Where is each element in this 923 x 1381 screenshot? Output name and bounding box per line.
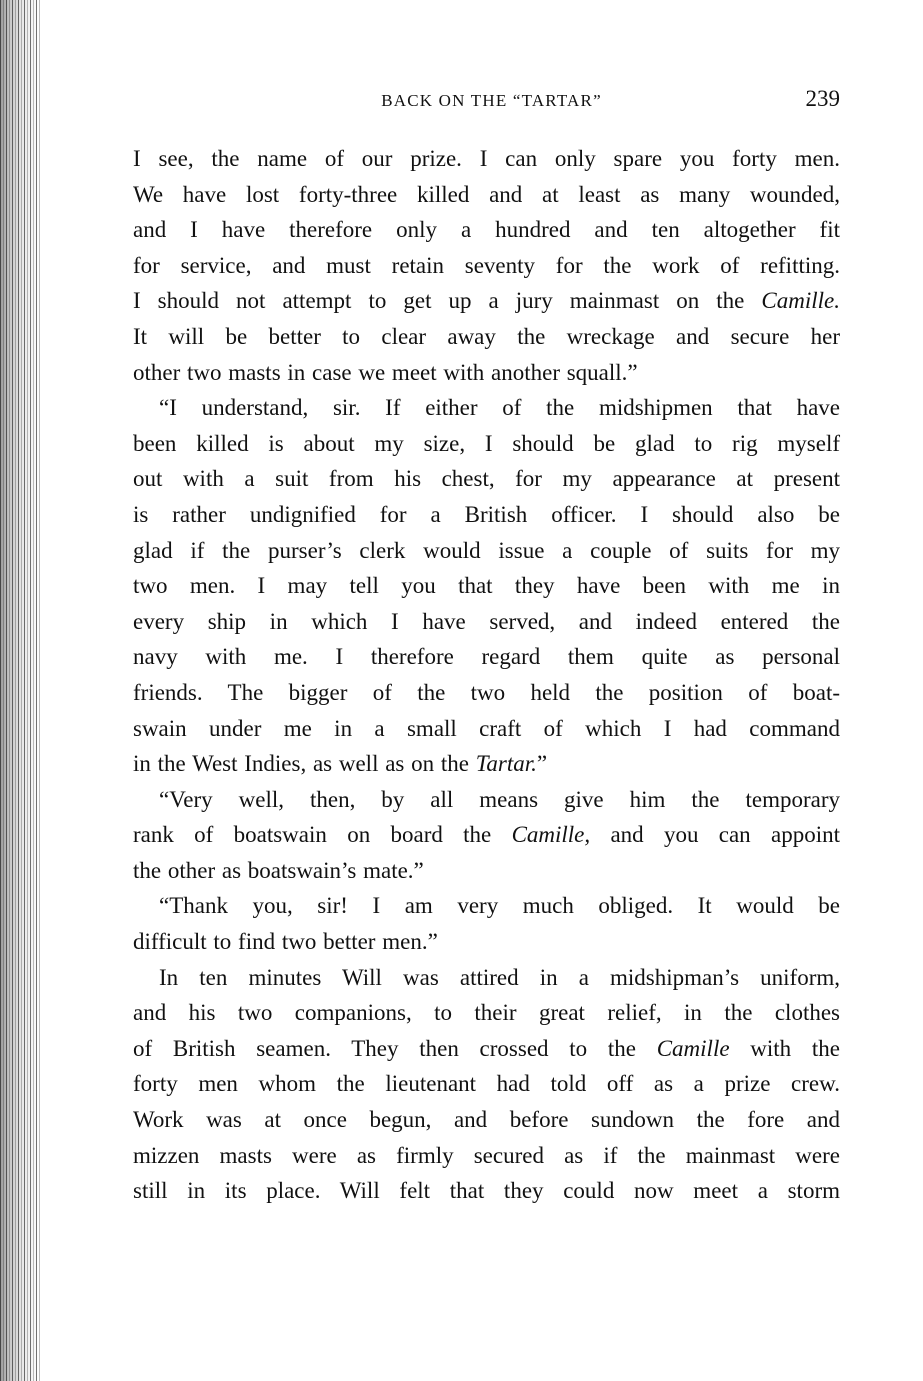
text-segment: We have lost forty-three killed and at least as many wounded, [133,181,840,207]
page-header [133,86,840,116]
text-segment: glad if the purser’s clerk would issue a couple of suits for my [133,537,840,563]
text-segment: of British seamen. They then crossed to the [133,1035,657,1061]
text-line [133,817,840,853]
text-line [133,497,840,533]
text-line [133,995,840,1031]
text-line [133,212,840,248]
text-line [133,675,840,711]
text-segment: difficult to find two better men.” [133,929,438,955]
text-segment: “Thank you, sir! I am very much obliged. It would be [159,893,840,919]
text-line [133,1066,840,1102]
text-segment: I see, the name of our prize. I can only spare you forty men. [133,146,840,171]
text-segment: In ten minutes Will was attired in a midshipman’s uniform, [159,964,840,990]
page-number: 239 [805,86,840,111]
text-segment: and his two companions, to their great relief, in the clothes [133,1000,840,1026]
text-line [133,283,840,319]
text-segment: navy with me. I therefore regard them quite as personal [133,644,840,670]
body-text [133,141,840,1209]
running-head: BACK ON THE “TARTAR” [381,91,602,110]
text-line [133,853,840,889]
text-segment: for service, and must retain seventy for the work of refitting. [133,252,840,278]
text-segment: and I have therefore only a hundred and ten altogether fit [133,217,840,243]
text-line [133,1173,840,1209]
text-line [133,711,840,747]
text-line [133,568,840,604]
text-line [133,888,840,924]
text-line [133,1031,840,1067]
text-segment: out with a suit from his chest, for my appearance at present [133,466,840,492]
italic-text: Camille, [511,822,591,848]
text-line [133,1138,840,1174]
text-line [133,639,840,675]
text-segment: every ship in which I have served, and indeed entered the [133,608,840,634]
text-segment: friends. The bigger of the two held the position of boat- [133,679,840,705]
text-segment: rank of boatswain on board the [133,822,512,848]
text-line [133,461,840,497]
text-segment: “Very well, then, by all means give him the temporary [159,786,840,812]
text-line [133,924,840,960]
text-segment: and you can appoint [590,822,840,848]
text-segment: I should not attempt to get up a jury mainmast on the [133,288,762,314]
text-segment: swain under me in a small craft of which I had command [133,715,840,741]
text-segment: with the [729,1035,841,1061]
text-segment: is rather undignified for a British officer. I should also be [133,501,840,527]
text-line [133,1102,840,1138]
text-line [133,248,840,284]
text-segment: Work was at once begun, and before sundown the fore and [133,1107,840,1133]
page-binding-edge [0,0,40,1381]
text-segment: “I understand, sir. If either of the midshipmen that have [159,395,840,421]
text-segment: two men. I may tell you that they have been with me in [133,573,840,599]
text-segment: still in its place. Will felt that they could now meet a storm [133,1178,840,1204]
text-segment: in the West Indies, as well as on the [133,751,476,777]
text-line [133,319,840,355]
text-segment: other two masts in case we meet with another squall.” [133,359,638,385]
italic-text: Tartar. [475,751,537,777]
text-segment: It will be better to clear away the wreckage and secure her [133,323,840,349]
text-line [133,141,840,177]
text-segment: forty men whom the lieutenant had told off as a prize crew. [133,1071,840,1097]
text-segment: been killed is about my size, I should be glad to rig myself [133,430,840,456]
text-line [133,604,840,640]
text-line [133,355,840,391]
text-segment: ” [536,751,548,777]
text-segment: the other as boatswain’s mate.” [133,857,424,883]
text-line [133,746,840,782]
text-line [133,177,840,213]
italic-text: Camille [656,1035,730,1061]
italic-text: Camille. [761,288,840,314]
text-line [133,533,840,569]
text-line [133,782,840,818]
text-line [133,426,840,462]
text-segment: mizzen masts were as firmly secured as if the mainmast were [133,1142,840,1168]
text-line [133,960,840,996]
text-line [133,390,840,426]
